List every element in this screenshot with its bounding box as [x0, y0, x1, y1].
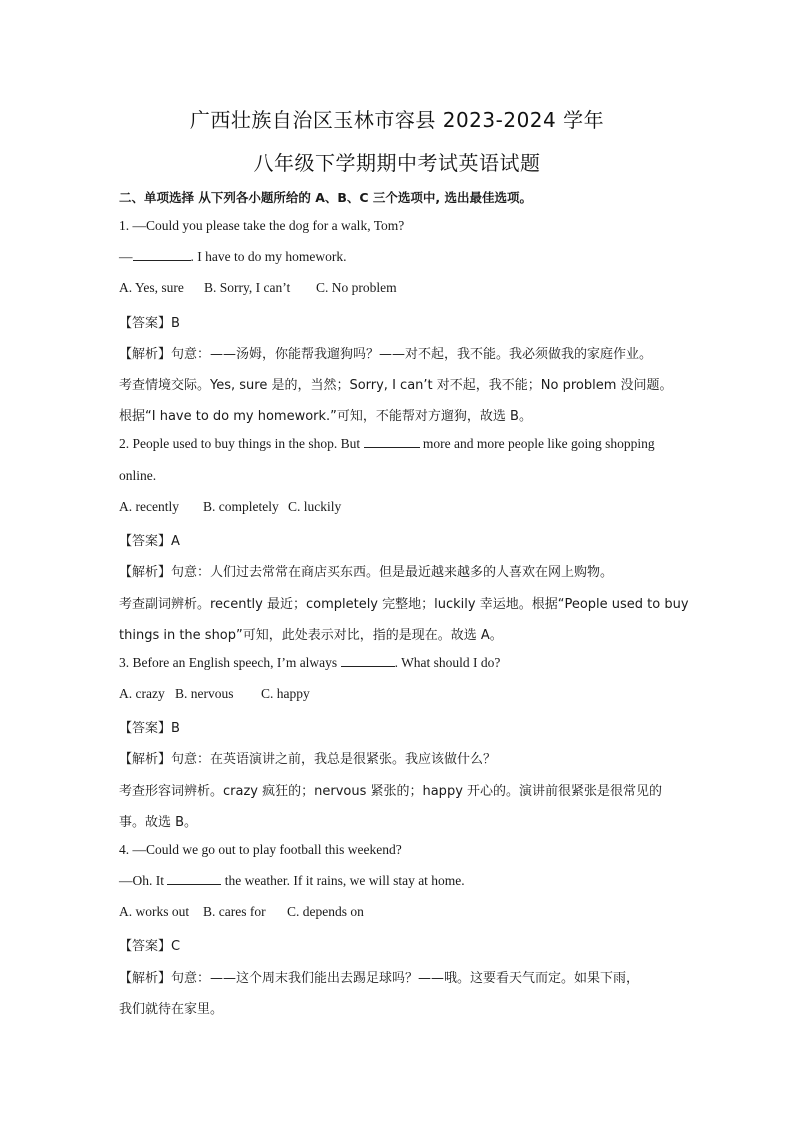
q2-option-a: A. recently [119, 499, 179, 514]
q1-analysis-line2: 考查情境交际。Yes, sure 是的，当然；Sorry, I can’t 对不起，我不能；No problem 没问题。 [119, 378, 673, 393]
q4-options [119, 904, 364, 920]
q2-analysis-line2: 考查副词辨析。recently 最近；completely 完整地；luckily 幸运地。根据“People used to buy [119, 597, 689, 612]
exam-title-line2: 八年级下学期期中考试英语试题 [253, 151, 541, 175]
q2-analysis-line3: things in the shop”可知，此处表示对比，指的是现在。故选 A。 [119, 628, 503, 643]
q3-analysis-line3: 事。故选 B。 [119, 815, 198, 830]
q2-option-b: B. completely [203, 499, 279, 514]
q1-answer-blank [133, 249, 191, 261]
q2-stem [119, 436, 655, 452]
q1-reply-prefix: — [119, 249, 133, 264]
q1-option-a: A. Yes, sure [119, 280, 184, 295]
q4-analysis-line2: 我们就待在家里。 [119, 1002, 224, 1017]
q2-answer-blank [364, 436, 420, 448]
q3-stem-suffix: . What should I do? [394, 655, 501, 670]
q4-answer: 【答案】C [119, 939, 181, 954]
q1-stem: 1. —Could you please take the dog for a walk, Tom? [119, 218, 405, 233]
q1-option-b: B. Sorry, I can’t [204, 280, 291, 295]
q3-stem-prefix: 3. Before an English speech, I’m always [119, 655, 341, 670]
q3-stem [119, 655, 500, 671]
q2-answer: 【答案】A [119, 534, 180, 549]
q3-answer: 【答案】B [119, 721, 180, 736]
q1-analysis-line1: 【解析】句意：——汤姆，你能帮我遛狗吗？——对不起，我不能。我必须做我的家庭作业。 [119, 347, 653, 362]
q1-analysis-line3: 根据“I have to do my homework.”可知，不能帮对方遛狗，故选 B。 [119, 409, 532, 424]
q1-reply [119, 249, 346, 265]
q3-option-c: C. happy [261, 686, 310, 701]
q2-stem-continued: online. [119, 468, 157, 483]
q3-options [119, 686, 310, 702]
q2-stem-suffix: more and more people like going shopping [419, 436, 655, 451]
q1-option-c: C. No problem [316, 280, 397, 295]
q4-reply-prefix: —Oh. It [119, 873, 168, 888]
q4-option-b: B. cares for [203, 904, 266, 919]
q3-answer-blank [341, 655, 395, 667]
q4-reply-suffix: the weather. If it rains, we will stay at home. [221, 873, 465, 888]
q3-analysis-line1: 【解析】句意：在英语演讲之前，我总是很紧张。我应该做什么？ [119, 752, 497, 767]
q1-options [119, 280, 397, 296]
q4-analysis-line1: 【解析】句意：——这个周末我们能出去踢足球吗？——哦。这要看天气而定。如果下雨， [119, 971, 640, 986]
q4-option-c: C. depends on [287, 904, 364, 919]
exam-title-line1: 广西壮族自治区玉林市容县 2023-2024 学年 [189, 108, 605, 132]
q1-reply-suffix: . I have to do my homework. [190, 249, 347, 264]
q4-option-a: A. works out [119, 904, 190, 919]
q3-analysis-line2: 考查形容词辨析。crazy 疯狂的；nervous 紧张的；happy 开心的。演讲前很紧张是很常见的 [119, 784, 663, 799]
q2-stem-prefix: 2. People used to buy things in the shop. But [119, 436, 364, 451]
q1-answer: 【答案】B [119, 316, 180, 331]
q4-answer-blank [167, 873, 221, 885]
q2-options [119, 499, 341, 515]
q3-option-a: A. crazy [119, 686, 165, 701]
q2-option-c: C. luckily [288, 499, 342, 514]
q3-option-b: B. nervous [175, 686, 234, 701]
q4-reply [119, 873, 465, 889]
q4-stem: 4. —Could we go out to play football this weekend? [119, 842, 402, 857]
q2-analysis-line1: 【解析】句意：人们过去常常在商店买东西。但是最近越来越多的人喜欢在网上购物。 [119, 565, 614, 580]
section-heading: 二、单项选择 从下列各小题所给的 A、B、C 三个选项中, 选出最佳选项。 [119, 190, 533, 205]
